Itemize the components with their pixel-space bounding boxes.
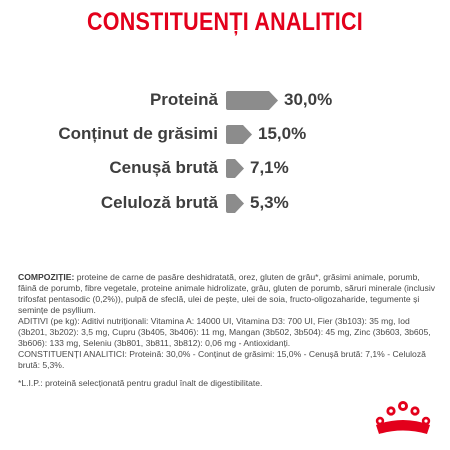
additives-text: ADITIVI (pe kg): Aditivi nutriționali: Vitamina A: 14000 UI, Vitamina D3: 700 UI, Fier (3b103): 35 mg, Iod (3b201, 3b202): 3,5 mg, Cupru (3b405, 3b406): 11 mg, Mangan (3b502, 3b504): 45 mg, Zinc (3b603, 3b605, 3b606): 133 mg, Seleniu (3b801, 3b811, 3b812): 0,06 mg - Antioxidanți.: [18, 316, 431, 348]
nutrient-bar: [226, 91, 278, 110]
nutrient-label: Proteină: [149, 90, 218, 109]
nutrient-bar: [226, 159, 244, 178]
nutrient-value: 7,1%: [250, 158, 289, 177]
nutrient-value: 15,0%: [258, 124, 307, 143]
nutrient-label: Celuloză brută: [100, 193, 218, 212]
nutrient-label: Cenușă brută: [109, 158, 218, 177]
nutrient-row: [0, 90, 218, 112]
royal-canin-crown-icon: [370, 397, 436, 437]
composition-text: proteine de carne de pasăre deshidratată, orez, gluten de grâu*, grăsimi animale, porumb, făină de porumb, fibre vegetale, proteine animale hidrolizate, grâu, gluten de porumb, săruri minerale (inclusiv trifosfat pentasodic (0,2%)), pulpă de sfeclă, ulei de pește, ulei de soia, fructo-oligozaharide, tegumente și semințe de psyllium.: [18, 272, 436, 315]
composition-paragraph: [18, 272, 438, 316]
nutrient-value: 5,3%: [250, 193, 289, 212]
nutrient-row: [0, 193, 218, 215]
page-title: CONSTITUENȚI ANALITICI: [86, 8, 364, 36]
constituents-text: CONSTITUENȚI ANALITICI: Proteină: 30,0% - Conținut de grăsimi: 15,0% - Cenușă brută: 7,1% - Celuloză brută: 5,3%.: [18, 349, 426, 370]
composition-heading: COMPOZIȚIE:: [18, 272, 75, 282]
lip-note: *L.I.P.: proteină selecționată pentru gradul înalt de digestibilitate.: [18, 378, 263, 388]
composition-block: [18, 272, 438, 371]
nutrient-row: [0, 158, 218, 180]
nutrient-value: 30,0%: [284, 90, 333, 109]
nutrient-bar: [226, 194, 244, 213]
nutrient-bar: [226, 125, 252, 144]
nutrient-label: Conținut de grăsimi: [58, 124, 218, 143]
nutrient-row: [0, 124, 218, 146]
